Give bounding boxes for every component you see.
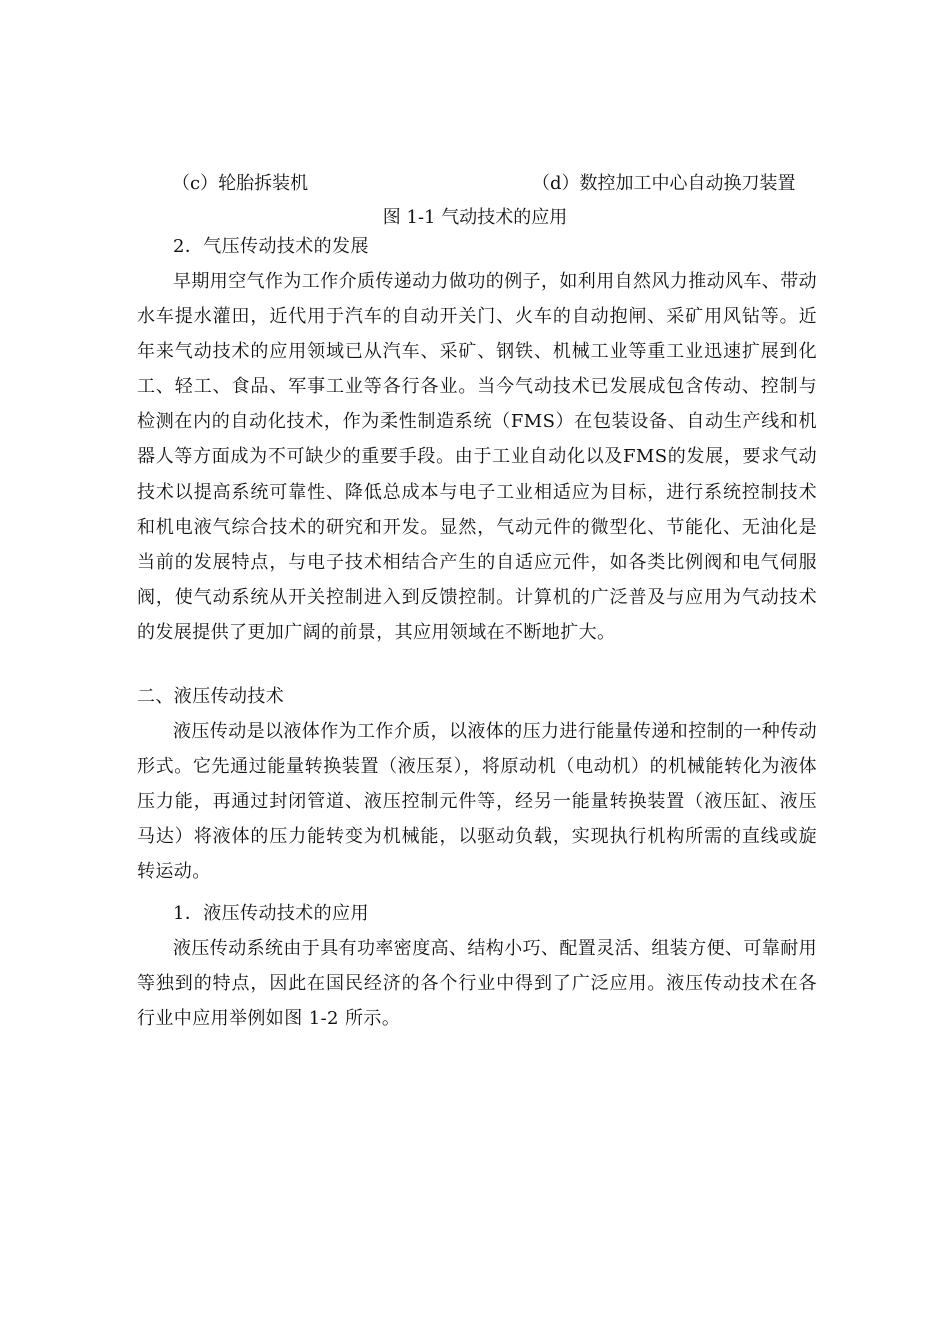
paragraph-hydraulic: 液压传动是以液体作为工作介质，以液体的压力进行能量传递和控制的一种传动形式。它先通过能量转换装置（液压泵），将原动机（电动机）的机械能转化为液体压力能，再通过封闭管道、液压控制元件等，经另一能量转换装置（液压缸、液压马达）将液体的压力能转变为机械能，以驱动负载，实现执行机构所需的直线或旋转运动。 bbox=[137, 721, 817, 883]
figure-caption-c: （c）轮胎拆装机 bbox=[172, 173, 309, 194]
paragraph-hydraulic-application: 液压传动系统由于具有功率密度高、结构小巧、配置灵活、组装方便、可靠耐用等独到的特点，因此在国民经济的各个行业中得到了广泛应用。液压传动技术在各行业中应用举例如图 1-2 所示。 bbox=[137, 938, 817, 1030]
section-heading-pneumatic-development: 2．气压传动技术的发展 bbox=[173, 236, 369, 257]
section-heading-hydraulic-application: 1．液压传动技术的应用 bbox=[173, 903, 369, 924]
figure-title: 图 1-1 气动技术的应用 bbox=[382, 207, 568, 228]
paragraph-pneumatic-development: 早期用空气作为工作介质传递动力做功的例子，如利用自然风力推动风车、带动水车提水灌田，近代用于汽车的自动开关门、火车的自动抱闸、采矿用风钻等。近年来气动技术的应用领域已从汽车、采矿、钢铁、机械工业等重工业迅速扩展到化工、轻工、食品、军事工业等各行各业。当今气动技术已发展成包含传动、控制与检测在内的自动化技术，作为柔性制造系统（FMS）在包装设备、自动生产线和机器人等方面成为不可缺少的重要手段。由于工业自动化以及FMS的发展，要求气动技术以提高系统可靠性、降低总成本与电子工业相适应为目标，进行系统控制技术和机电液气综合技术的研究和开发。显然，气动元件的微型化、节能化、无油化是当前的发展特点，与电子技术相结合产生的自适应元件，如各类比例阀和电气伺服阀，使气动系统从开关控制进入到反馈控制。计算机的广泛普及与应用为气动技术的发展提供了更加广阔的前景，其应用领域在不断地扩大。 bbox=[137, 271, 817, 643]
section-heading-hydraulic: 二、液压传动技术 bbox=[137, 686, 285, 707]
figure-caption-d: （d）数控加工中心自动换刀装置 bbox=[532, 173, 796, 194]
